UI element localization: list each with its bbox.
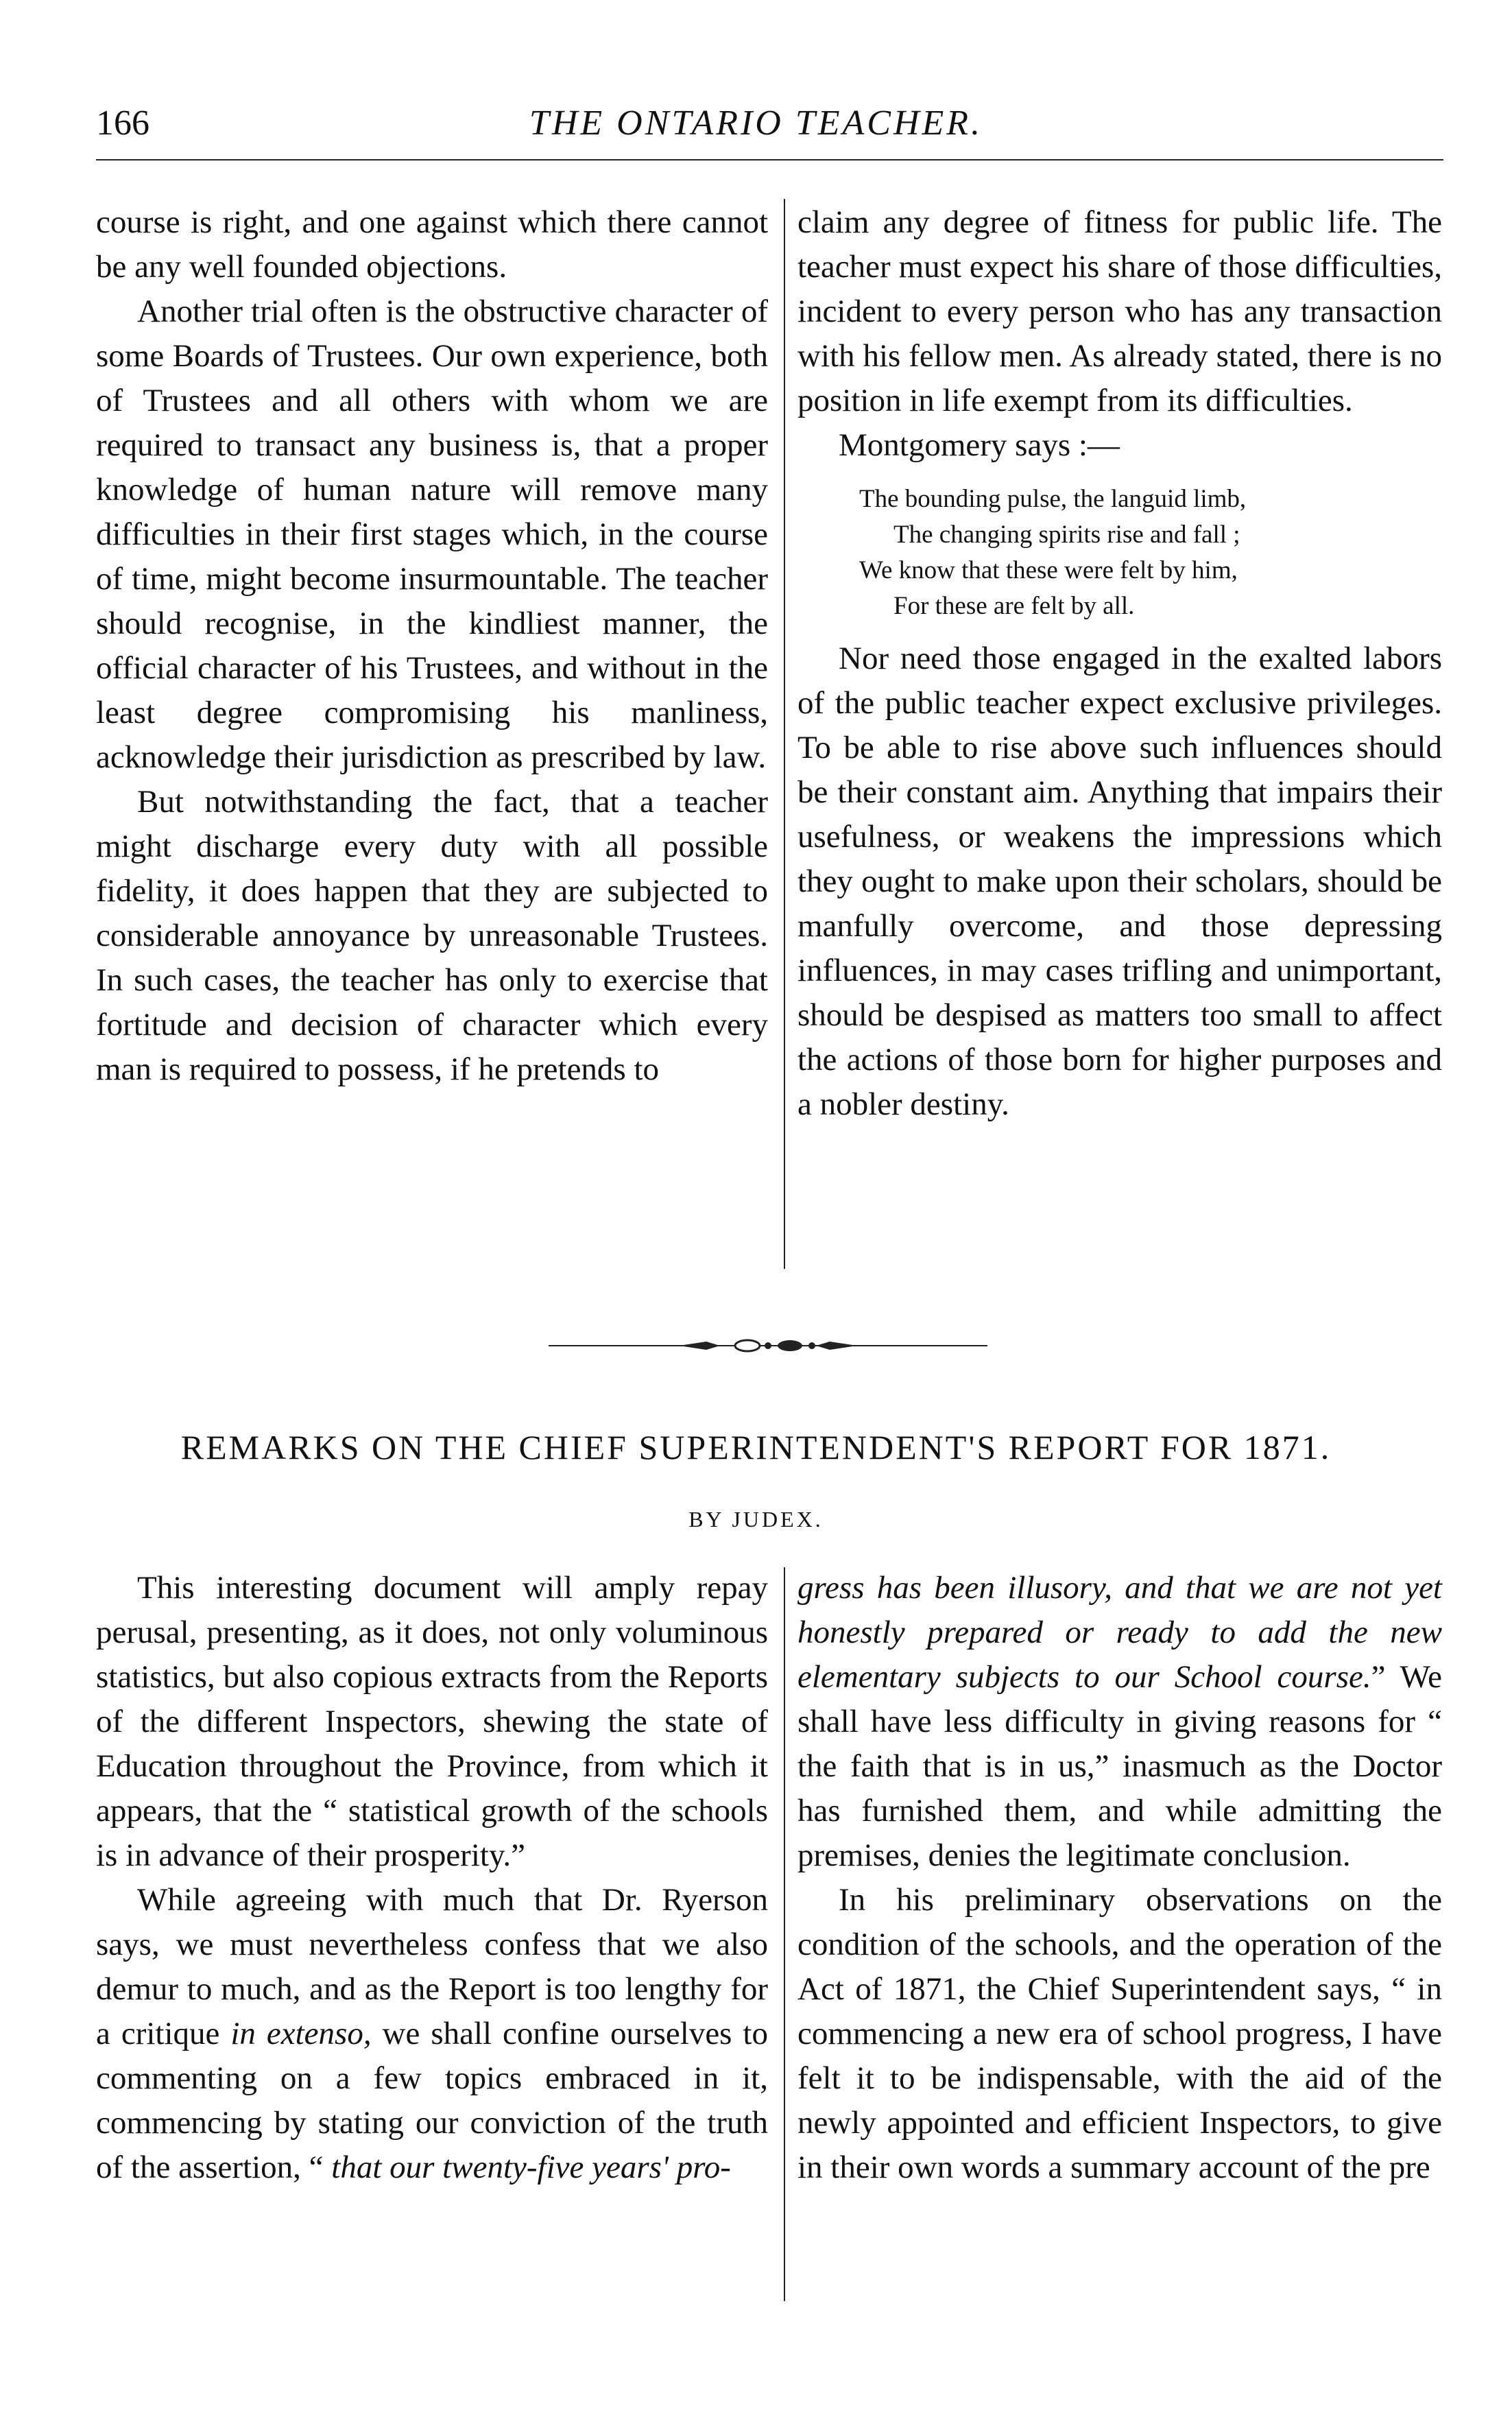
text-run: ” We shall have less difficulty in giving reasons for “ the faith that is in us,” inasmuch as the Doctor has furnished them, and while admitting the premises, denies the legitimate conclusion. (797, 1659, 1442, 1873)
paragraph: This interesting document will amply repay perusal, presenting, as it does, not only voluminous statistics, but also copious extracts from the Reports of the different Inspectors, shewing the state of Education throughout the Province, from which it appears, that the “ statistical growth of the schools is in advance of their prosperity.” (96, 1570, 768, 1873)
italic-text: that our twenty-five years' pro- (331, 2150, 731, 2185)
verse-line: We know that these were felt by him, (859, 556, 1238, 584)
bottom-right-column (797, 1566, 1442, 2190)
top-right-column (797, 200, 1442, 1127)
verse-line: For these are felt by all. (893, 592, 1135, 620)
paragraph (96, 1878, 768, 2190)
verse-quotation (797, 481, 1442, 624)
ornament-divider (549, 1332, 987, 1359)
paragraph: course is right, and one against which there cannot be any well founded objections. (96, 204, 768, 285)
paragraph: Nor need those engaged in the exalted labors of the public teacher expect exclusive privileges. To be able to rise above such influences should be their constant aim. Anything that impairs their usefulness, or weakens the impressions which they ought to make upon their scholars, should be manfully overcome, and those depressing influences, in may cases trifling and unimportant, should be despised as matters too small to affect the actions of those born for higher purposes and a nobler destiny. (797, 641, 1442, 1122)
verse-line: The changing spirits rise and fall ; (893, 521, 1240, 549)
running-title: THE ONTARIO TEACHER. (529, 104, 983, 143)
column-divider (784, 1567, 785, 2301)
page-number: 166 (96, 104, 149, 143)
paragraph: But notwithstanding the fact, that a teacher might discharge every duty with all possible fidelity, it does happen that they are subjected to considerable annoyance by unreasonable Trustees. In such cases, the teacher has only to exercise that fortitude and decision of character which every man is required to possess, if he pretends to (96, 784, 768, 1087)
paragraph: Another trial often is the obstructive character of some Boards of Trustees. Our own experience, both of Trustees and all others with whom we are required to transact any business is, that a proper knowledge of human nature will remove many difficulties in their first stages which, in the course of time, might become insurmountable. The teacher should recognise, in the kindliest manner, the official character of his Trustees, and without in the least degree compromising his manliness, acknowledge their jurisdiction as prescribed by law. (96, 294, 768, 775)
paragraph: claim any degree of fitness for public life. The teacher must expect his share of those difficulties, incident to every person who has any transaction with his fellow men. As already stated, there is no position in life exempt from its difficulties. (797, 204, 1442, 418)
text-run: While agreeing with much that Dr. Ryerson says, we must nevertheless confess that we also demur to much, and as the Report is too lengthy for a critique (96, 1882, 768, 2051)
bottom-left-column (96, 1566, 768, 2190)
top-left-column (96, 200, 768, 1092)
italic-text: in extenso, (230, 2016, 372, 2051)
column-divider (784, 199, 785, 1269)
article-byline: BY JUDEX. (688, 1507, 824, 1532)
article-title: REMARKS ON THE CHIEF SUPERINTENDENT'S REPORT FOR 1871. (180, 1428, 1332, 1466)
header-rule (96, 159, 1443, 160)
paragraph: In his preliminary observations on the condition of the schools, and the operation of the Act of 1871, the Chief Superintendent says, “ in commencing a new era of school progress, I have felt it to be indispensable, with the aid of the newly appointed and efficient Inspectors, to give in their own words a summary account of the pre (797, 1882, 1442, 2185)
paragraph: Montgomery says :— (839, 427, 1120, 463)
verse-line: The bounding pulse, the languid limb, (859, 485, 1247, 513)
page-header (0, 96, 1512, 151)
text-run: we shall confine ourselves to commenting on a few topics embraced in it, commencing by stating our conviction of the truth of the assertion, “ (96, 2016, 768, 2185)
paragraph (797, 1566, 1442, 1878)
italic-text: gress has been illusory, and that we are not yet honestly prepared or ready to add the new elementary subjects to our School course. (797, 1570, 1442, 1695)
